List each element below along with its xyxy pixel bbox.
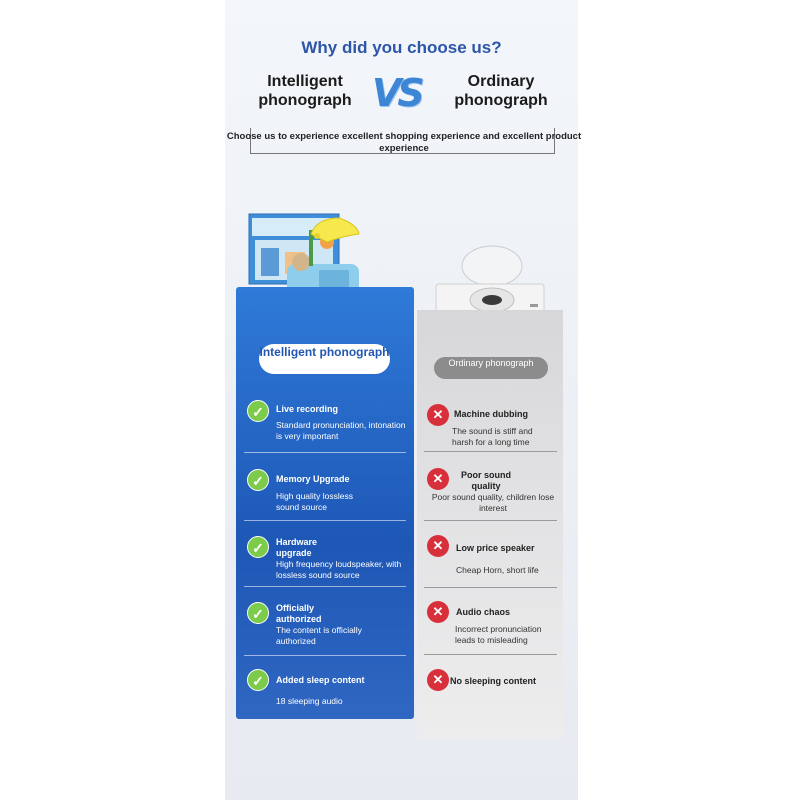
intelligent-phonograph-image xyxy=(247,212,372,297)
right-item-title: Poor sound quality xyxy=(461,470,511,491)
left-item-title: Hardware upgrade xyxy=(276,537,318,558)
cross-icon: ✕ xyxy=(427,468,449,490)
left-item-desc: The content is officially authorized xyxy=(276,625,362,646)
check-icon: ✓ xyxy=(247,669,269,691)
divider xyxy=(244,586,406,587)
check-icon: ✓ xyxy=(247,602,269,624)
left-item-desc: High frequency loudspeaker, with lossless sound source xyxy=(276,559,402,580)
left-item-desc: High quality lossless sound source xyxy=(276,491,354,512)
check-icon: ✓ xyxy=(247,536,269,558)
divider xyxy=(244,655,406,656)
vs-mark: VS xyxy=(372,71,421,115)
intelligent-label-pill: Intelligent phonograph xyxy=(259,344,390,374)
right-item-title: Machine dubbing xyxy=(454,409,528,419)
left-item-title: Officially authorized xyxy=(276,603,322,624)
divider xyxy=(424,654,557,655)
cross-icon: ✕ xyxy=(427,404,449,426)
left-item-title: Live recording xyxy=(276,404,339,414)
right-item-title: Low price speaker xyxy=(456,543,535,553)
left-item-title: Memory Upgrade xyxy=(276,474,350,484)
divider xyxy=(244,452,406,453)
ordinary-label-pill: Ordinary phonograph xyxy=(434,357,548,379)
cross-icon: ✕ xyxy=(427,535,449,557)
divider xyxy=(424,587,557,588)
page-title: Why did you choose us? xyxy=(301,38,502,57)
cross-icon: ✕ xyxy=(427,601,449,623)
right-item-desc: Cheap Horn, short life xyxy=(456,565,539,575)
right-item-desc: Incorrect pronunciation leads to misleading xyxy=(455,624,542,645)
right-item-title: No sleeping content xyxy=(450,676,537,686)
tagline: Choose us to experience excellent shopping experience and excellent product experience xyxy=(226,131,582,154)
left-heading: Intelligent phonograph xyxy=(258,73,352,109)
left-item-desc: Standard pronunciation, intonation is very important xyxy=(276,420,406,441)
left-item-desc: 18 sleeping audio xyxy=(276,696,343,706)
right-item-title: Audio chaos xyxy=(456,607,511,617)
right-heading: Ordinary phonograph xyxy=(454,73,548,109)
divider xyxy=(244,520,406,521)
right-item-desc: Poor sound quality, children lose interest xyxy=(431,492,555,513)
divider xyxy=(424,520,557,521)
cross-icon: ✕ xyxy=(427,669,449,691)
divider xyxy=(424,451,557,452)
check-icon: ✓ xyxy=(247,400,269,422)
right-item-desc: The sound is stiff and harsh for a long time xyxy=(452,426,533,447)
check-icon: ✓ xyxy=(247,469,269,491)
left-item-title: Added sleep content xyxy=(276,675,365,685)
